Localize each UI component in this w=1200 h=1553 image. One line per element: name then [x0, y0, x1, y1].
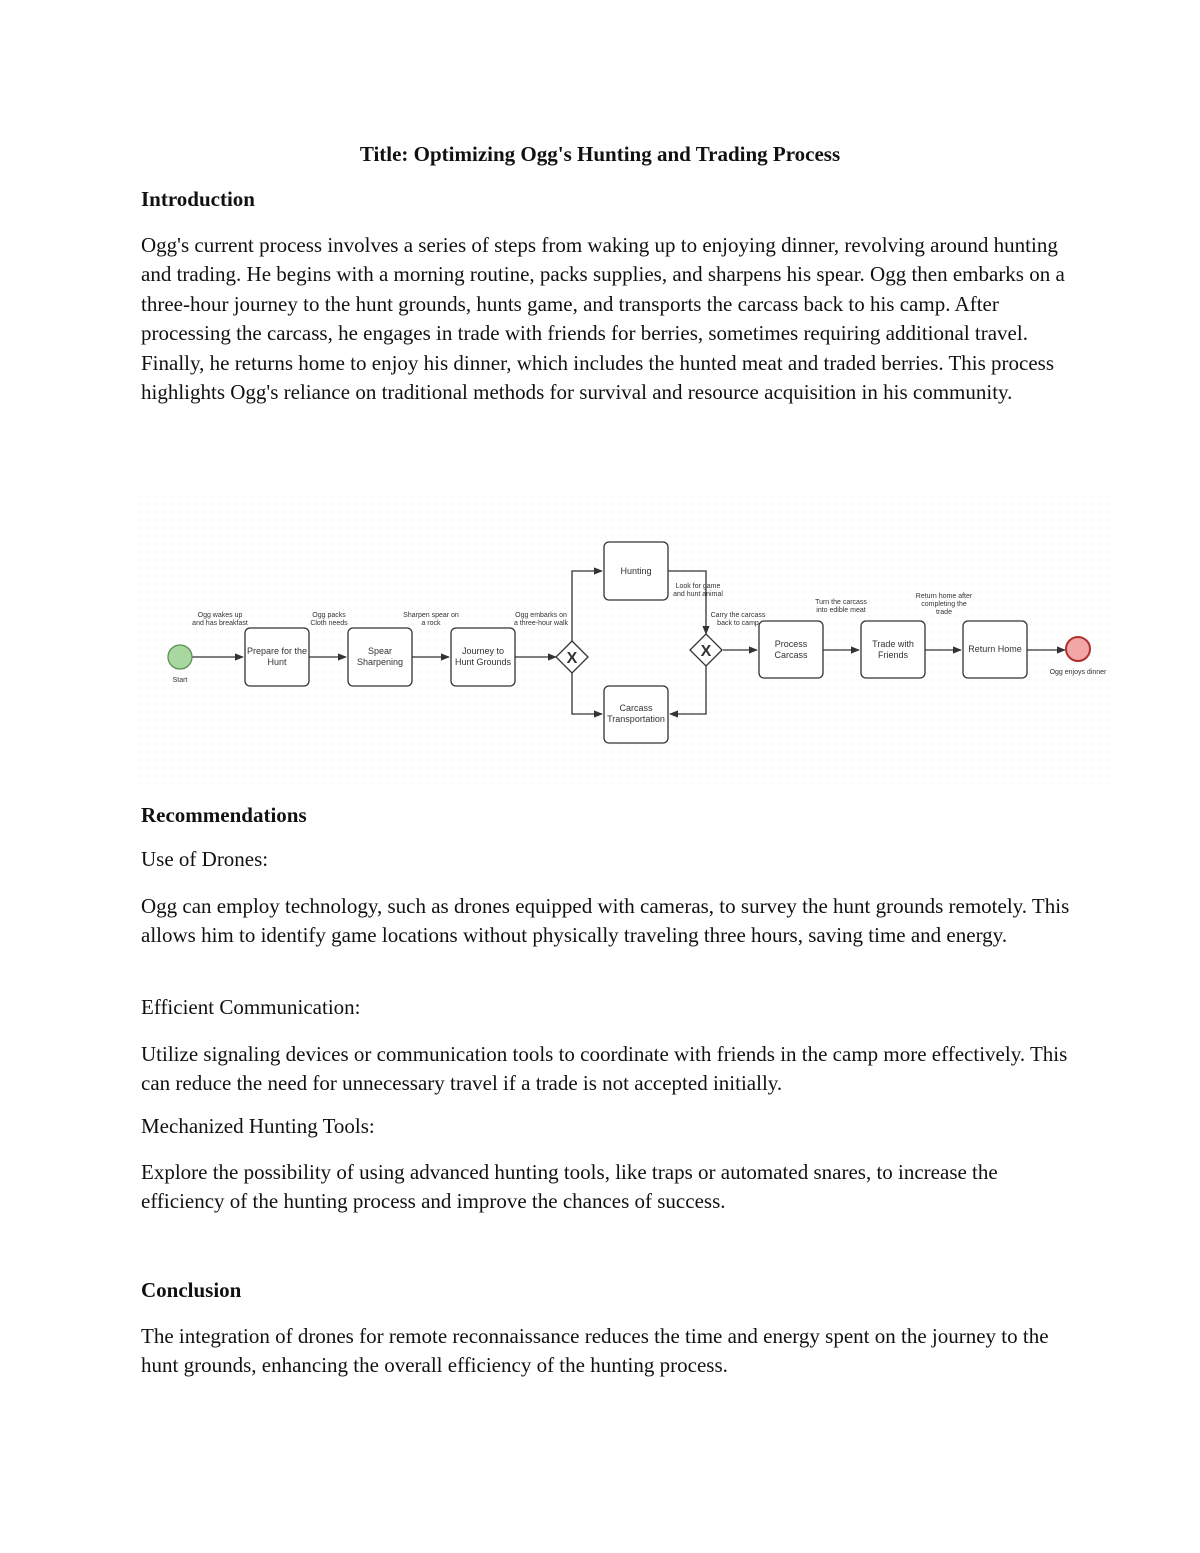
recommendation-drones-label: Use of Drones: [141, 847, 269, 871]
flow-label-hunt-game-line-2: and hunt animal [673, 591, 723, 598]
start-event [168, 645, 192, 669]
flow-label-return-line-1: Return home after [915, 593, 973, 600]
flow-label-sharpen-line-1: Sharpen spear on [403, 612, 459, 619]
gateway-merge-symbol: X [700, 643, 712, 660]
recommendation-drones-text: Ogg can employ technology, such as drones equipped with cameras, to survey the hunt grounds remotely. This allows him to identify game locations without physically traveling three hours, saving time and energy. [141, 894, 1070, 948]
task-return-label: Return Home [968, 644, 1022, 654]
flow-label-journey-line-2: a three-hour walk [513, 620, 569, 627]
task-journey-label-line-1: Journey to [461, 646, 505, 656]
flow-label-packs-line-1: Ogg packs [312, 612, 346, 619]
recommendation-communication-label: Efficient Communication: [141, 995, 361, 1019]
flow-label-wake-line-2: and has breakfast [192, 620, 248, 627]
task-spear-label-line-1: Spear [367, 646, 393, 656]
task-prepare-label-line-2: Hunt [267, 657, 287, 667]
flow-label-sharpen-line-2: a rock [421, 620, 441, 627]
process-diagram [140, 495, 1112, 785]
task-spear-label-line-2: Sharpening [356, 657, 404, 667]
flow-label-process-line-2: into edible meat [816, 607, 866, 614]
end-event-label: Ogg enjoys dinner [1049, 669, 1107, 676]
end-event [1066, 637, 1090, 661]
recommendation-tools-label: Mechanized Hunting Tools: [141, 1114, 375, 1138]
introduction-heading: Introduction [141, 187, 255, 211]
conclusion-heading: Conclusion [141, 1278, 242, 1302]
task-process-label-line-2: Carcass [774, 650, 808, 660]
introduction-text: Ogg's current process involves a series of steps from waking up to enjoying dinner, revolving around hunting and trading. He begins with a morning routine, packs supplies, and sharpens his spear. Ogg then embarks on a three-hour journey to the hunt grounds, hunts game, and transports the carcass back to his camp. After processing the carcass, he engages in trade with friends for berries, sometimes requiring additional travel. Finally, he returns home to enjoy his dinner, which includes the hunted meat and traded berries. This process highlights Ogg's reliance on traditional methods for survival and resource acquisition in his community. [141, 233, 1065, 405]
flow-label-journey-line-1: Ogg embarks on [515, 612, 567, 619]
task-trade-label-line-2: Friends [877, 650, 909, 660]
conclusion-text: The integration of drones for remote reconnaissance reduces the time and energy spent on the journey to the hunt grounds, enhancing the overall efficiency of the hunting process. [141, 1324, 1049, 1378]
flow-label-wake-line-1: Ogg wakes up [197, 612, 243, 619]
recommendation-tools-text: Explore the possibility of using advanced hunting tools, like traps or automated snares, to increase the efficiency of the hunting process and improve the chances of success. [141, 1160, 998, 1214]
task-hunting-label: Hunting [620, 566, 652, 576]
task-journey-label-line-2: Hunt Grounds [454, 657, 512, 667]
flow-label-return-line-3: trade [936, 609, 952, 616]
start-event-label: Start [172, 677, 188, 684]
flow-label-hunt-game-line-1: Look for game [675, 583, 721, 590]
flow-label-carry-line-1: Carry the carcass [710, 612, 766, 619]
task-carcass-label-line-2: Transportation [607, 714, 665, 724]
task-process-label-line-1: Process [774, 639, 808, 649]
flow-label-carry-line-2: back to camp [717, 620, 759, 627]
task-prepare-label-line-1: Prepare for the [246, 646, 308, 656]
task-trade-label-line-1: Trade with [872, 639, 914, 649]
recommendation-communication-text: Utilize signaling devices or communication tools to coordinate with friends in the camp more effectively. This can reduce the need for unnecessary travel if a trade is not accepted initially. [141, 1042, 1068, 1096]
page-title: Title: Optimizing Ogg's Hunting and Trading Process [359, 142, 841, 166]
gateway-split-symbol: X [566, 650, 578, 667]
task-carcass-label-line-1: Carcass [619, 703, 653, 713]
recommendations-heading: Recommendations [141, 803, 307, 827]
flow-label-packs-line-2: Cloth needs [310, 620, 348, 627]
flow-label-return-line-2: completing the [921, 601, 967, 608]
flow-label-process-line-1: Turn the carcass [815, 599, 867, 606]
